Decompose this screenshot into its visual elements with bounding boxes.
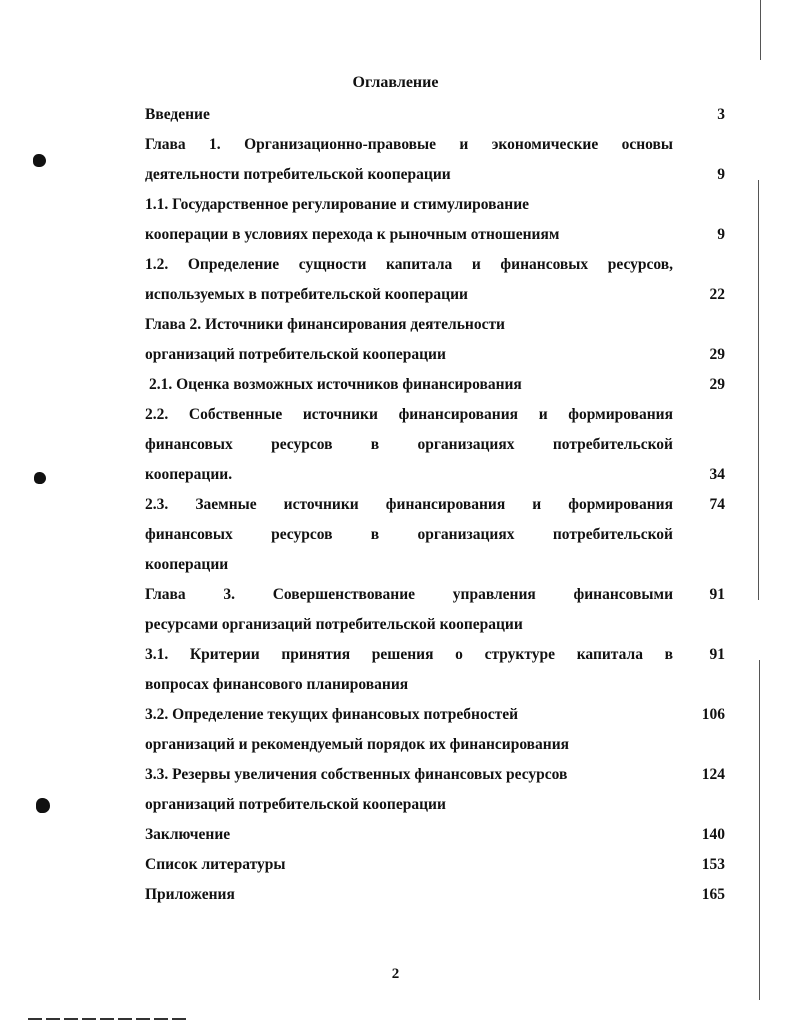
toc-entry [145, 820, 725, 850]
toc-entry-text: Приложения [145, 886, 235, 903]
page-title: Оглавление [352, 74, 439, 91]
toc-entry-text: 2.1. Оценка возможных источников финансирования [149, 376, 522, 393]
toc-entry-text: 1.1. Государственное регулирование и стимулирование [145, 196, 530, 213]
toc-entry [145, 640, 725, 670]
punch-hole-mark [34, 472, 46, 484]
toc-entry-text: 3.1. Критерии принятия решения о структуре капитала в [145, 646, 673, 663]
toc-entry-text: Глава 1. Организационно-правовые и экономические основы [145, 136, 673, 153]
toc-entry-text: деятельности потребительской кооперации [145, 166, 451, 183]
toc-entry-page: 165 [701, 886, 725, 903]
toc-entry [145, 760, 725, 790]
toc-entry-text: 1.2. Определение сущности капитала и финансовых ресурсов, [145, 256, 673, 273]
page-number: 2 [391, 966, 400, 982]
toc-entry-page: 34 [709, 466, 725, 483]
toc-entry-page: 124 [701, 766, 725, 783]
toc-entry [145, 100, 725, 130]
toc-entry-page: 140 [701, 826, 725, 843]
toc-entry [145, 430, 725, 460]
scan-footer-dash [28, 1018, 188, 1020]
toc-entry-page: 9 [717, 166, 725, 183]
toc-entry [145, 730, 725, 760]
toc-entry [145, 520, 725, 550]
toc-entry [145, 310, 725, 340]
toc-entry [145, 250, 725, 280]
toc-entry-text: Глава 2. Источники финансирования деятельности [145, 316, 505, 333]
toc-entry-page: 3 [717, 106, 725, 123]
toc-entry [145, 580, 725, 610]
toc-entry-text: Список литературы [145, 856, 286, 873]
toc-entry-page: 106 [701, 706, 725, 723]
toc-entry [145, 850, 725, 880]
toc-entry-page: 22 [709, 286, 725, 303]
toc-entry-page: 9 [717, 226, 725, 243]
toc-entry [145, 880, 725, 910]
toc-entry-text: финансовых ресурсов в организациях потребительской [145, 436, 673, 453]
toc-entry [145, 550, 725, 580]
punch-hole-mark [36, 798, 50, 813]
toc-entry-text: 3.2. Определение текущих финансовых потребностей [145, 706, 519, 723]
toc-entry-text: организаций потребительской кооперации [145, 346, 446, 363]
toc-entry-text: 3.3. Резервы увеличения собственных финансовых ресурсов [145, 766, 568, 783]
toc-entry [145, 460, 725, 490]
table-of-contents [145, 100, 725, 910]
toc-entry-text: вопросах финансового планирования [145, 676, 409, 693]
toc-entry-page: 91 [709, 586, 725, 603]
toc-entry-text: 2.3. Заемные источники финансирования и формирования [145, 496, 673, 513]
toc-entry-text: организаций потребительской кооперации [145, 796, 446, 813]
toc-entry-text: используемых в потребительской кооперации [145, 286, 468, 303]
toc-entry-text: Глава 3. Совершенствование управления финансовыми [145, 586, 673, 603]
toc-entry [145, 190, 725, 220]
toc-entry-page: 29 [709, 346, 725, 363]
toc-entry-text: Введение [145, 106, 210, 123]
toc-entry-text: финансовых ресурсов в организациях потребительской [145, 526, 673, 543]
toc-entry-page: 29 [709, 376, 725, 393]
scan-edge-line [758, 180, 759, 600]
toc-entry-text: 2.2. Собственные источники финансирования и формирования [145, 406, 673, 423]
toc-entry [145, 220, 725, 250]
toc-entry [145, 160, 725, 190]
toc-entry-page: 91 [709, 646, 725, 663]
scan-edge-line [760, 0, 761, 60]
toc-entry [145, 130, 725, 160]
toc-entry [145, 280, 725, 310]
punch-hole-mark [33, 154, 46, 167]
toc-entry [145, 700, 725, 730]
toc-entry [145, 790, 725, 820]
toc-entry-text: Заключение [145, 826, 231, 843]
toc-entry [145, 670, 725, 700]
toc-entry [145, 400, 725, 430]
toc-entry-text: кооперации [145, 556, 229, 573]
toc-entry [145, 610, 725, 640]
toc-entry [145, 370, 725, 400]
toc-entry-text: организаций и рекомендуемый порядок их финансирования [145, 736, 570, 753]
toc-entry-page: 74 [709, 496, 725, 513]
toc-entry [145, 340, 725, 370]
toc-entry-text: кооперации в условиях перехода к рыночным отношениям [145, 226, 560, 243]
toc-entry [145, 490, 725, 520]
scan-edge-line [759, 660, 760, 1000]
toc-entry-text: кооперации. [145, 466, 233, 483]
toc-entry-text: ресурсами организаций потребительской кооперации [145, 616, 523, 633]
toc-entry-page: 153 [701, 856, 725, 873]
